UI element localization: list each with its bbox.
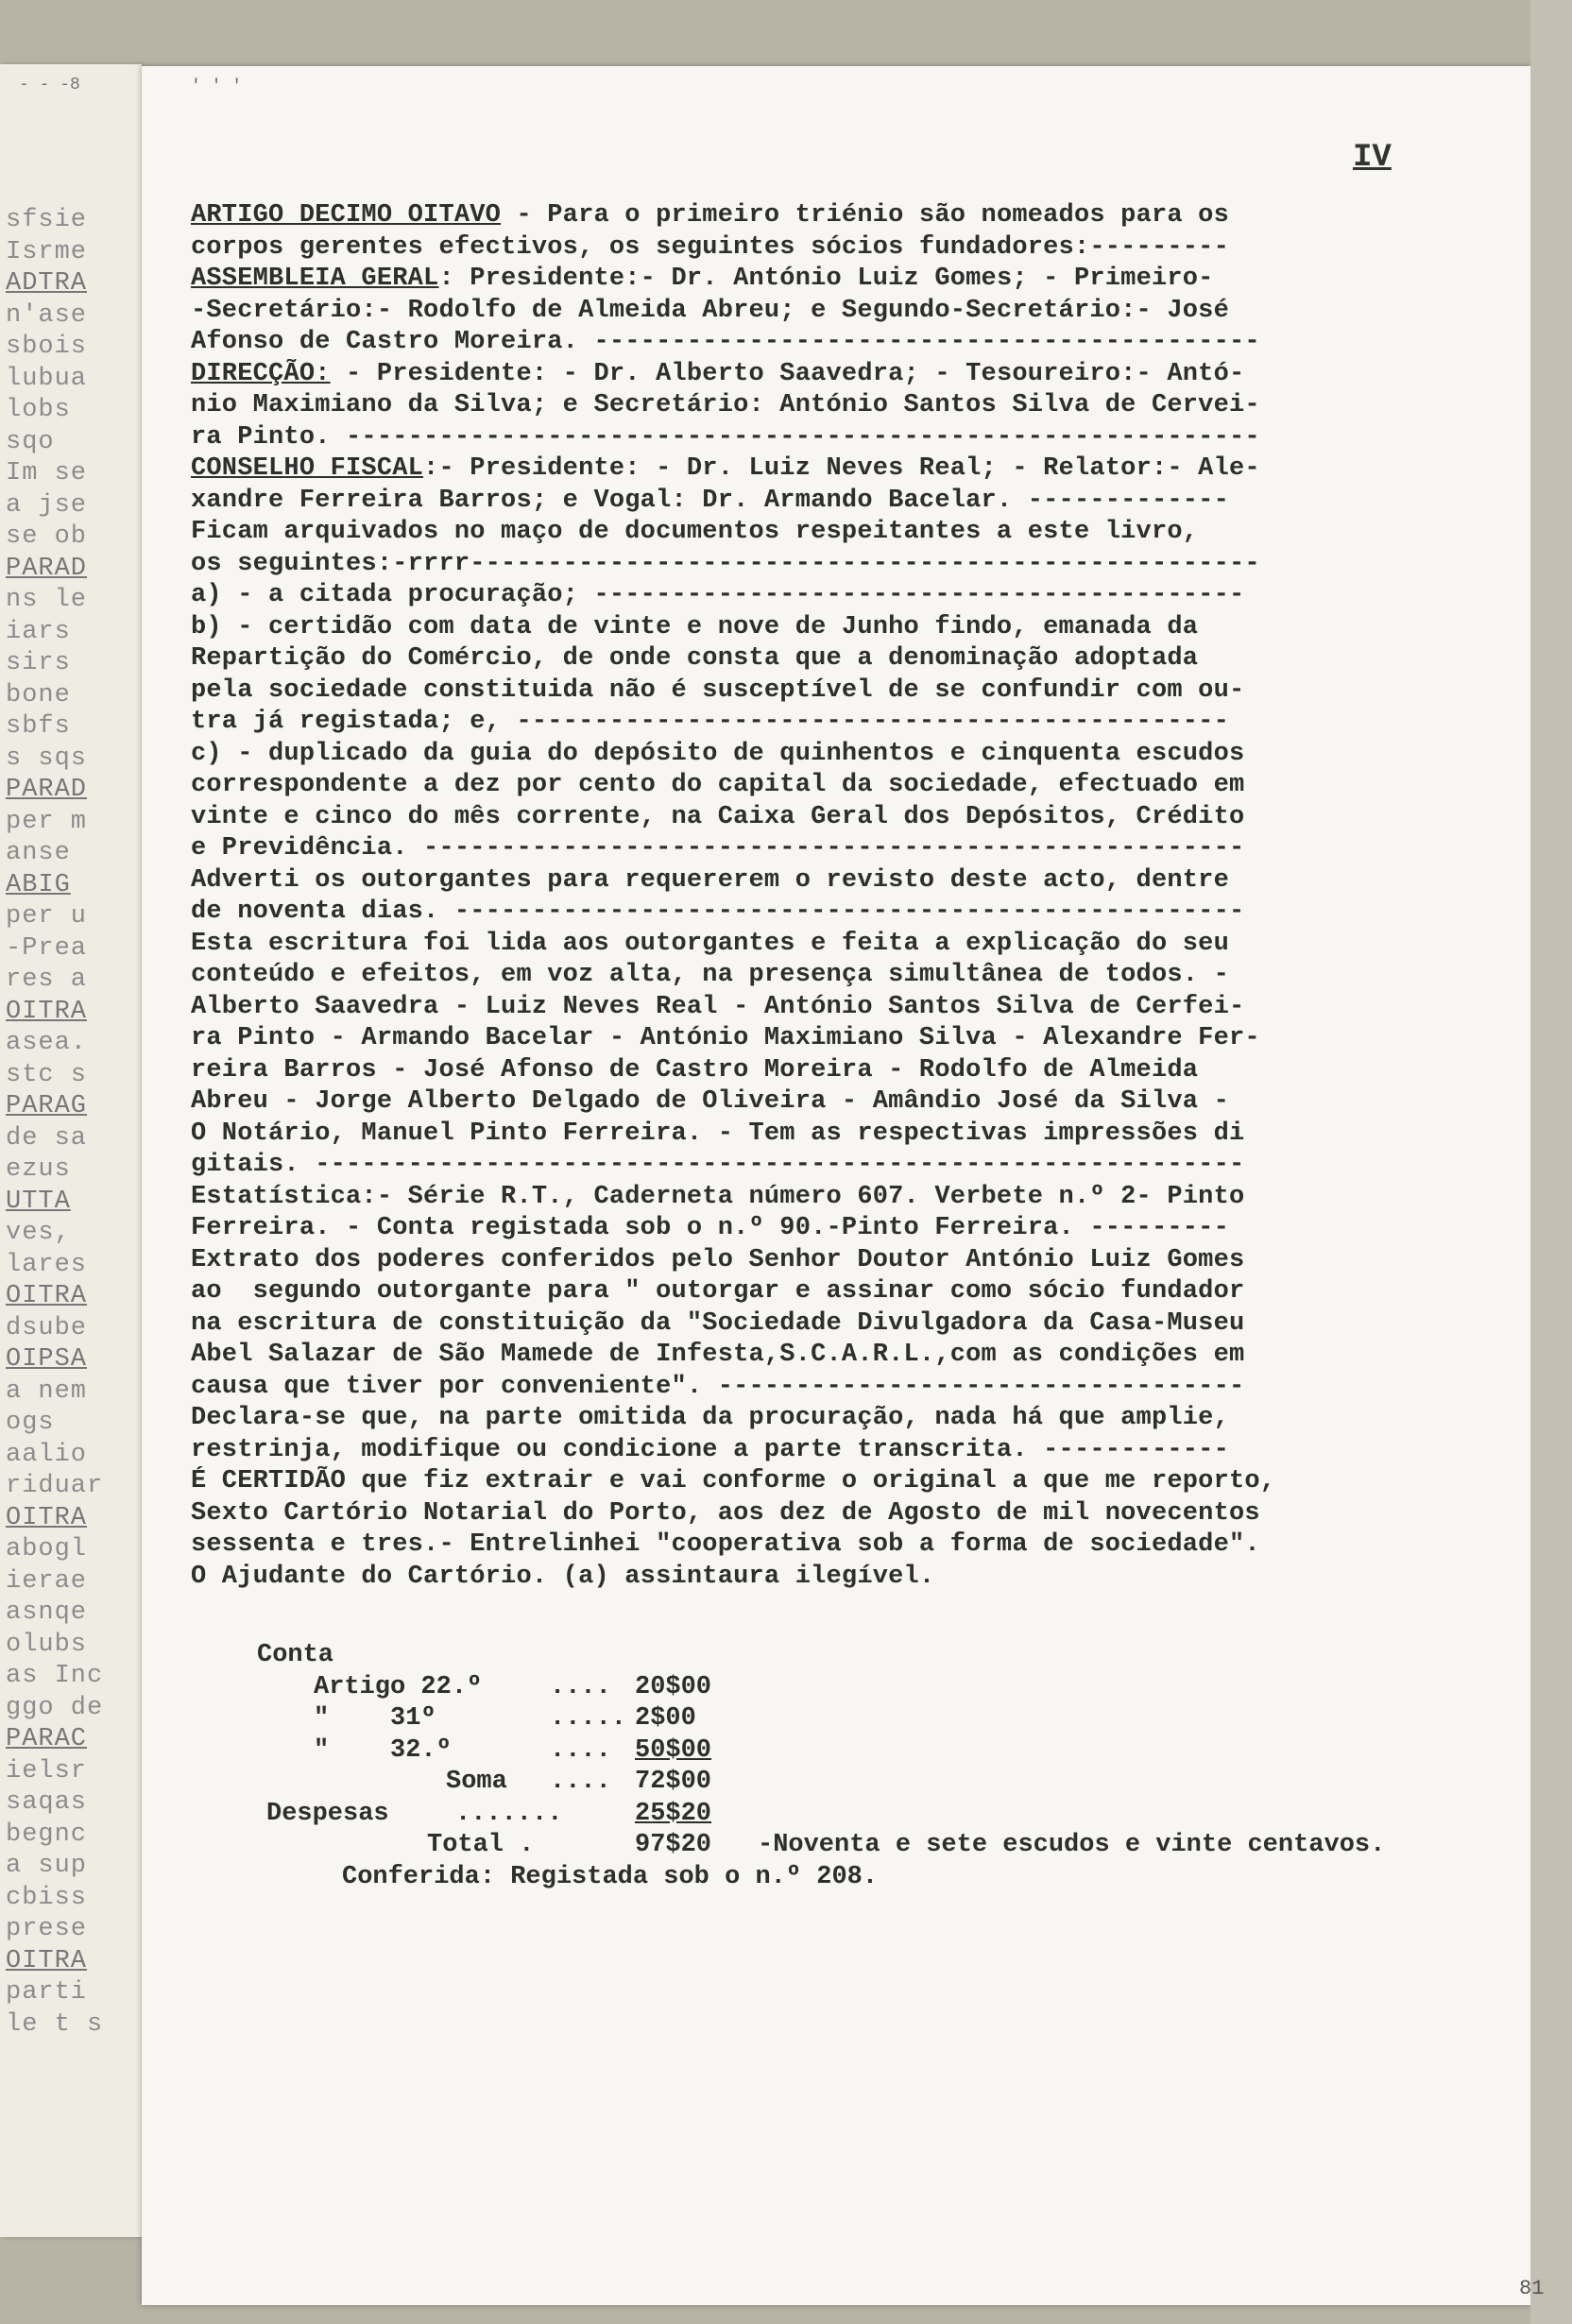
cost-row — [191, 1799, 1513, 1831]
underlying-text-fragment: lobs — [6, 396, 71, 424]
cost-dots: .... — [550, 1672, 611, 1701]
underlying-text-fragment: ierae — [6, 1566, 88, 1596]
line-text: na escritura de constituição da "Sociedade Divulgadora da Casa-Museu — [191, 1308, 1245, 1338]
underlying-text-fragment: PARAD — [6, 776, 88, 804]
conferida-row — [191, 1862, 1513, 1894]
page-number: IV — [1353, 140, 1392, 176]
line-text: ra Pinto - Armando Bacelar - António Maximiano Silva - Alexandre Fer- — [191, 1024, 1260, 1052]
underlying-text-fragment: Im se — [6, 459, 88, 487]
folder-edge — [1530, 0, 1572, 2324]
line-text: Estatística:- Série R.T., Caderneta número 607. Verbete n.º 2- Pinto — [191, 1182, 1245, 1211]
line-text: Afonso de Castro Moreira. ------------------------------------------- — [191, 328, 1260, 356]
body-line — [191, 612, 1523, 644]
underlying-text-fragment: sirs — [6, 649, 71, 677]
document-body — [191, 200, 1523, 1593]
body-line — [191, 580, 1523, 612]
line-text: tra já registada; e, ---------------------------------------------- — [191, 708, 1229, 736]
underlying-text-fragment: per u — [6, 902, 88, 931]
underlying-text-fragment: olubs — [6, 1630, 88, 1659]
total-words: -Noventa e sete escudos e vinte centavos. — [758, 1831, 1386, 1859]
underlying-text-fragment: anse — [6, 839, 71, 867]
body-line — [191, 643, 1523, 675]
underlying-text-fragment: a nem — [6, 1376, 88, 1406]
body-line — [191, 1529, 1523, 1562]
line-text: Sexto Cartório Notarial do Porto, aos dez de Agosto de mil novecentos — [191, 1498, 1260, 1528]
cost-dots: ....... — [455, 1799, 563, 1828]
underlying-text-fragment: a jse — [6, 490, 88, 520]
underlying-text-fragment: cbiss — [6, 1883, 88, 1912]
corner-page-number: 81 — [1519, 2277, 1545, 2300]
underlying-text-fragment: sqo — [6, 427, 55, 456]
line-text: Abel Salazar de São Mamede de Infesta,S.C.A.R.L.,com as condições em — [191, 1341, 1245, 1369]
section-heading: DIRECÇÃO: — [191, 359, 331, 388]
line-text: c) - duplicado da guia do depósito de quinhentos e cinquenta escudos — [191, 739, 1245, 768]
body-line — [191, 1435, 1523, 1467]
line-text: Extrato dos poderes conferidos pelo Senhor Doutor António Luiz Gomes — [191, 1245, 1245, 1274]
body-line — [191, 1466, 1523, 1498]
line-text: gitais. ------------------------------------------------------------ — [191, 1151, 1245, 1179]
body-line — [191, 422, 1523, 454]
body-line — [191, 960, 1523, 992]
underlying-text-fragment: asea. — [6, 1029, 88, 1057]
body-line — [191, 707, 1523, 739]
body-line — [191, 802, 1523, 834]
underlying-text-fragment: s sqs — [6, 743, 88, 773]
cost-heading-row — [191, 1640, 1513, 1672]
body-line — [191, 200, 1523, 232]
line-text: Ficam arquivados no maço de documentos respeitantes a este livro, — [191, 518, 1199, 546]
underlying-text-fragment: n'ase — [6, 300, 88, 330]
underlying-text-fragment: lares — [6, 1250, 88, 1279]
line-text: Ferreira. - Conta registada sob o n.º 90.-Pinto Ferreira. --------- — [191, 1214, 1229, 1242]
body-line — [191, 897, 1523, 929]
body-line — [191, 232, 1523, 265]
cost-dots: .... — [550, 1735, 611, 1765]
underlying-text-fragment: Isrme — [6, 237, 88, 266]
body-line — [191, 296, 1523, 328]
underlying-text-fragment: iars — [6, 617, 71, 646]
cost-table — [191, 1640, 1513, 1893]
line-text: - Presidente: - Dr. Alberto Saavedra; - Tesoureiro:- Antó- — [330, 359, 1245, 388]
underlying-text-fragment: ADTRA — [6, 269, 88, 298]
conferida-note: Conferida: Registada sob o n.º 208. — [342, 1862, 879, 1891]
body-line — [191, 1245, 1523, 1277]
line-text: reira Barros - José Afonso de Castro Moreira - Rodolfo de Almeida — [191, 1055, 1199, 1085]
underlying-text-fragment: as Inc — [6, 1662, 104, 1690]
body-line — [191, 327, 1523, 359]
line-text: Adverti os outorgantes para requererem o revisto deste acto, dentre — [191, 865, 1229, 895]
body-line — [191, 865, 1523, 897]
body-line — [191, 1150, 1523, 1182]
body-line — [191, 1372, 1523, 1404]
underlying-text-fragment: ielsr — [6, 1756, 88, 1786]
underlying-text-fragment: OITRA — [6, 1282, 88, 1310]
line-text: de noventa dias. --------------------------------------------------- — [191, 897, 1245, 926]
body-line — [191, 1308, 1523, 1341]
underlying-text-fragment: lubua — [6, 364, 88, 393]
underlying-text-fragment: -Prea — [6, 933, 88, 963]
line-text: Alberto Saavedra - Luiz Neves Real - António Santos Silva de Cerfei- — [191, 992, 1245, 1021]
line-text: xandre Ferreira Barros; e Vogal: Dr. Armando Bacelar. ------------- — [191, 486, 1229, 515]
underlying-text-fragment: UTTA — [6, 1187, 71, 1216]
body-line — [191, 549, 1523, 581]
body-line — [191, 1213, 1523, 1245]
line-text: corpos gerentes efectivos, os seguintes sócios fundadores:--------- — [191, 232, 1229, 262]
underlying-text-fragment: riduar — [6, 1472, 104, 1500]
body-line — [191, 770, 1523, 802]
line-text: nio Maximiano da Silva; e Secretário: António Santos Silva de Cervei- — [191, 391, 1260, 419]
body-line — [191, 739, 1523, 771]
underlying-text-fragment: ogs — [6, 1409, 55, 1437]
cost-amount: 2$00 — [635, 1704, 696, 1733]
underlying-text-fragment: se ob — [6, 522, 88, 551]
line-text: conteúdo e efeitos, em voz alta, na presença simultânea de todos. - — [191, 961, 1229, 989]
document-sheet — [142, 66, 1530, 2305]
underlying-text-fragment: abogl — [6, 1535, 88, 1564]
underlying-text-fragment: aalio — [6, 1440, 88, 1469]
body-line — [191, 929, 1523, 961]
line-text: restrinja, modifique ou condicione a parte transcrita. ------------ — [191, 1435, 1229, 1464]
cost-label: Artigo 22.º — [314, 1672, 483, 1701]
section-heading: ASSEMBLEIA GERAL — [191, 265, 439, 293]
line-text: correspondente a dez por cento do capital da sociedade, efectuado em — [191, 771, 1245, 799]
line-text: ao segundo outorgante para " outorgar e assinar como sócio fundador — [191, 1277, 1245, 1306]
body-line — [191, 1182, 1523, 1214]
underlying-text-fragment: a sup — [6, 1852, 88, 1880]
cost-row — [191, 1672, 1513, 1704]
cost-row — [191, 1767, 1513, 1799]
line-text: É CERTIDÃO que fiz extrair e vai conforme o original a que me reporto, — [191, 1467, 1276, 1495]
underlying-text-fragment: sfsie — [6, 206, 88, 234]
line-text: sessenta e tres.- Entrelinhei "cooperativa sob a forma de sociedade". — [191, 1530, 1260, 1559]
underlying-text-fragment: res a — [6, 965, 88, 994]
underlying-text-fragment: OIPSA — [6, 1345, 88, 1374]
underlying-text-fragment: OITRA — [6, 1946, 88, 1975]
line-text: pela sociedade constituida não é susceptível de se confundir com ou- — [191, 675, 1245, 705]
cost-amount: 72$00 — [635, 1768, 712, 1796]
cost-label: Soma — [446, 1768, 507, 1796]
body-line — [191, 486, 1523, 518]
underlying-text-fragment: bone — [6, 680, 71, 709]
line-text: ra Pinto. ----------------------------------------------------------- — [191, 422, 1260, 452]
body-line — [191, 833, 1523, 865]
body-line — [191, 1403, 1523, 1435]
line-text: e Previdência. ----------------------------------------------------- — [191, 834, 1245, 863]
body-line — [191, 1562, 1523, 1594]
underlying-text-fragment: ns le — [6, 586, 88, 614]
cost-total-row — [191, 1830, 1513, 1862]
cost-row — [191, 1735, 1513, 1768]
underlying-text-fragment: ggo de — [6, 1693, 104, 1722]
line-text: O Ajudante do Cartório. (a) assintaura ilegível. — [191, 1562, 935, 1591]
line-text: a) - a citada procuração; ------------------------------------------ — [191, 581, 1245, 609]
cost-dots: .... — [550, 1768, 611, 1796]
cost-amount: 25$20 — [635, 1799, 712, 1828]
body-line — [191, 1276, 1523, 1308]
underlying-text-fragment: ABIG — [6, 870, 71, 899]
line-text: b) - certidão com data de vinte e nove de Junho findo, emanada da — [191, 612, 1199, 641]
line-text: - Para o primeiro triénio são nomeados para os — [501, 201, 1229, 230]
section-heading: ARTIGO DECIMO OITAVO — [191, 201, 502, 230]
underlying-text-fragment: OITRA — [6, 1503, 88, 1532]
line-text: Esta escritura foi lida aos outorgantes e feita a explicação do seu — [191, 929, 1229, 958]
underlying-text-fragment: de sa — [6, 1123, 88, 1153]
underlying-text-fragment: parti — [6, 1978, 88, 2007]
body-line — [191, 517, 1523, 549]
underlying-page — [0, 64, 142, 2237]
body-line — [191, 992, 1523, 1024]
underlying-text-fragment: PARAD — [6, 554, 88, 583]
line-text: -Secretário:- Rodolfo de Almeida Abreu; e Segundo-Secretário:- José — [191, 296, 1229, 325]
underlying-text-fragment: stc s — [6, 1060, 88, 1089]
body-line — [191, 1340, 1523, 1372]
underlying-text-fragment: ves, — [6, 1219, 71, 1247]
underlying-text-fragment: saqas — [6, 1788, 88, 1817]
cost-dots: ..... — [550, 1704, 627, 1733]
body-line — [191, 1119, 1523, 1151]
underlying-text-fragment: begnc — [6, 1820, 88, 1849]
body-line — [191, 390, 1523, 422]
underlying-text-fragment: le t s — [6, 2009, 104, 2039]
body-line — [191, 1086, 1523, 1119]
line-text: :- Presidente: - Dr. Luiz Neves Real; - Relator:- Ale- — [423, 454, 1260, 483]
cost-amount: 20$00 — [635, 1672, 712, 1701]
cost-label: " 32.º — [314, 1735, 452, 1765]
underlying-text-fragment: prese — [6, 1915, 88, 1943]
line-text: causa que tiver por conveniente". ---------------------------------- — [191, 1372, 1245, 1401]
cost-label: Despesas — [266, 1799, 389, 1828]
cost-heading: Conta — [257, 1641, 334, 1669]
section-heading: CONSELHO FISCAL — [191, 454, 424, 483]
line-text: Repartição do Comércio, de onde consta que a denominação adoptada — [191, 644, 1199, 673]
underlying-text-fragment: dsube — [6, 1313, 88, 1342]
cost-label: " 31º — [314, 1704, 436, 1733]
underlying-text-fragment: PARAC — [6, 1725, 88, 1753]
line-text: Declara-se que, na parte omitida da procuração, nada há que amplie, — [191, 1404, 1229, 1432]
line-text: : Presidente:- Dr. António Luiz Gomes; - Primeiro- — [438, 265, 1214, 293]
total-amount: 97$20 — [635, 1831, 712, 1859]
line-text: os seguintes:-rrrr--------------------------------------------------- — [191, 549, 1260, 578]
underlying-text-fragment: per m — [6, 807, 88, 836]
cost-row — [191, 1703, 1513, 1735]
body-line — [191, 453, 1523, 486]
line-text: Abreu - Jorge Alberto Delgado de Oliveira - Amândio José da Silva - — [191, 1087, 1229, 1116]
line-text: vinte e cinco do mês corrente, na Caixa Geral dos Depósitos, Crédito — [191, 802, 1245, 831]
body-line — [191, 1498, 1523, 1530]
total-label: Total . — [427, 1831, 535, 1859]
sheet-top-mark: ' ' ' — [191, 77, 243, 96]
cost-amount: 50$00 — [635, 1735, 712, 1765]
body-line — [191, 675, 1523, 708]
under-page-mark: - - -8 — [19, 76, 80, 94]
underlying-text-fragment: ezus — [6, 1155, 71, 1184]
underlying-text-fragment: sbois — [6, 333, 88, 361]
underlying-text-fragment: PARAG — [6, 1092, 88, 1120]
body-line — [191, 1055, 1523, 1087]
body-line — [191, 359, 1523, 391]
underlying-text-fragment: asnqe — [6, 1598, 88, 1627]
body-line — [191, 1023, 1523, 1055]
body-line — [191, 264, 1523, 296]
line-text: O Notário, Manuel Pinto Ferreira. - Tem as respectivas impressões di — [191, 1119, 1245, 1148]
underlying-text-fragment: sbfs — [6, 712, 71, 741]
underlying-text-fragment: OITRA — [6, 997, 88, 1026]
